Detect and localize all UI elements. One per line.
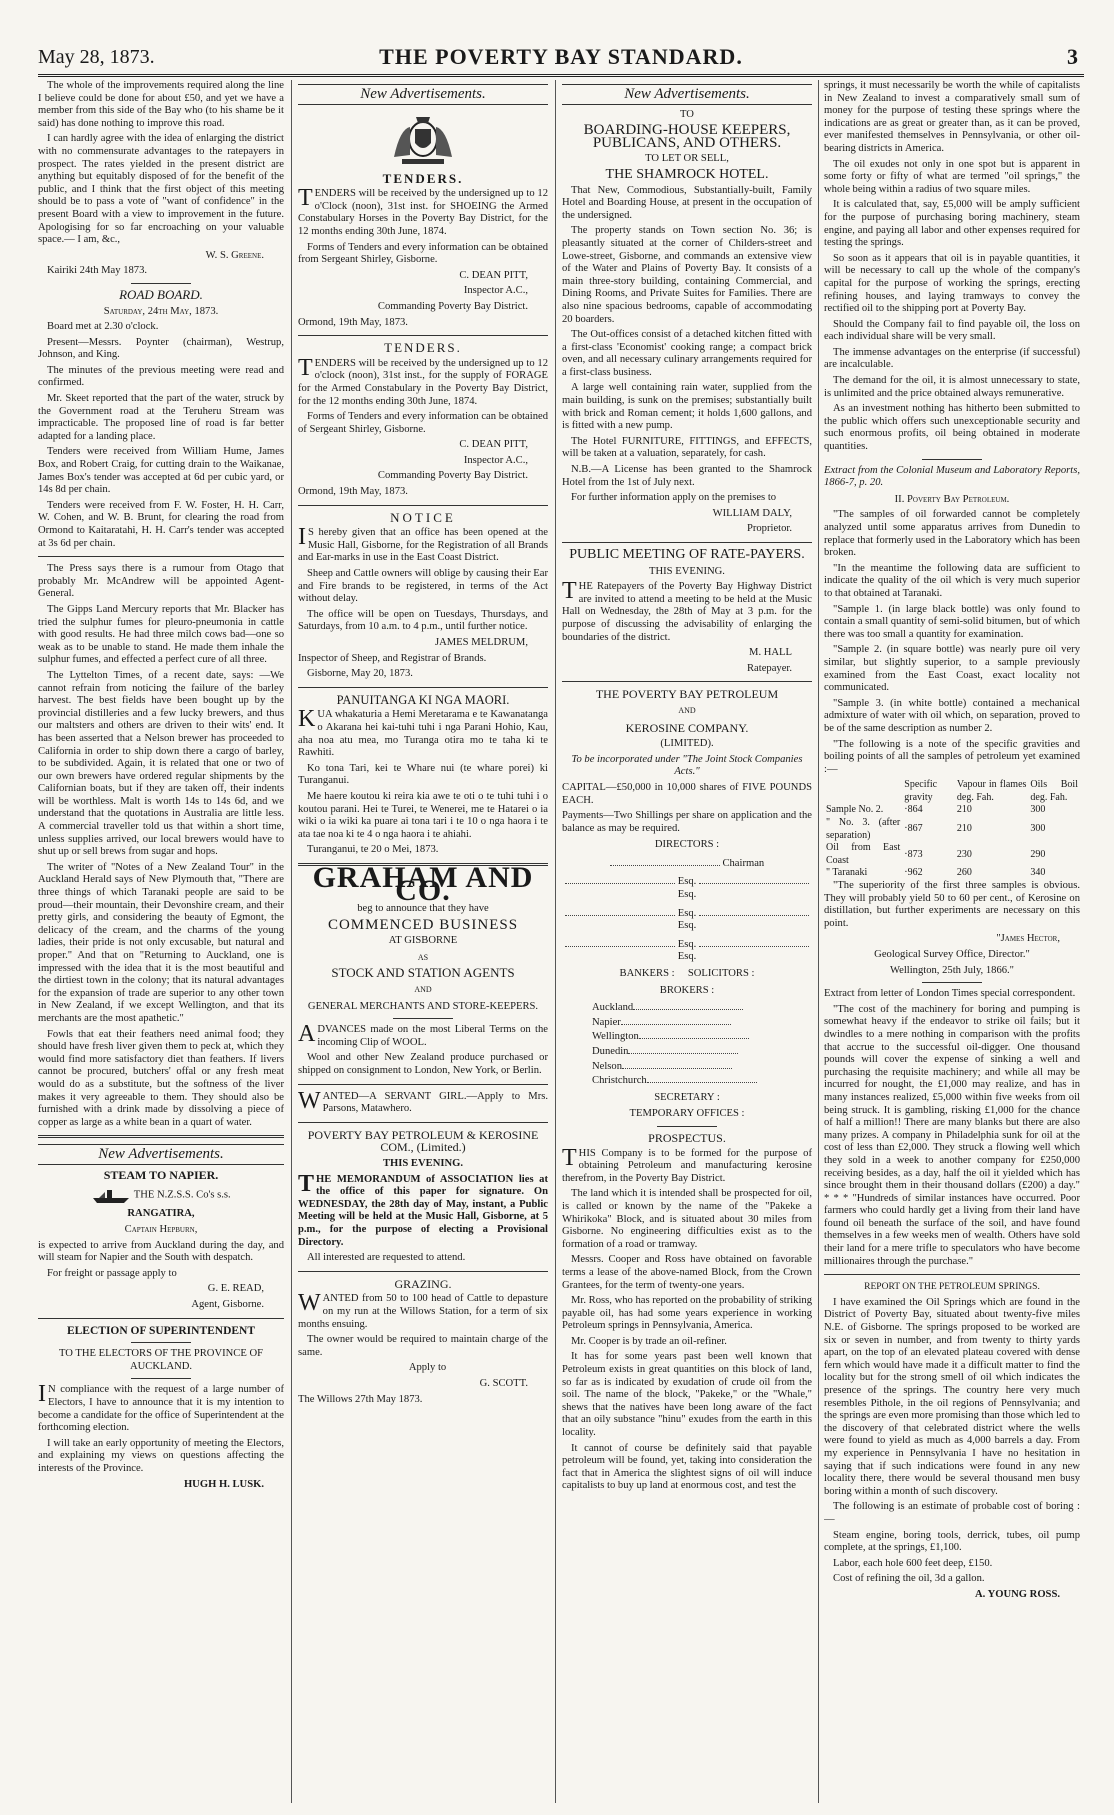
letter-signature: W. S. Greene. — [205, 249, 264, 261]
public-meeting-heading: PUBLIC MEETING OF RATE-PAYERS. — [569, 547, 805, 562]
cost-line: Cost of refining the oil, 3d a gallon. — [833, 1573, 985, 1585]
hotel-paragraph: The Hotel FURNITURE, FITTINGS, and EFFECTS, will be taken at a valuation, separately, for cash. — [562, 435, 812, 460]
graham-advances: ADVANCES made on the most Liberal Terms on the incoming Clip of WOOL. — [298, 1021, 548, 1048]
divider — [298, 687, 548, 688]
divider — [38, 556, 284, 557]
tenders-body: TENDERS will be received by the undersigned up to 12 o'Clock (noon), 31st inst. for SHOEING the Armed Constabulary Horses in the Poverty Bay District, for the 12 months ending 30th June, 1874. — [298, 185, 548, 237]
broker-town-name: Christchurch — [592, 1075, 647, 1087]
election-paragraph: IN compliance with the request of a large number of Electors, I have to announce that it is my intention to become a candidate for the office of Superintendent at the forthcoming election. — [38, 1381, 284, 1434]
grazing-signature: G. SCOTT. — [479, 1377, 528, 1389]
divider — [131, 1342, 191, 1343]
public-meeting-body: THE Ratepayers of the Poverty Bay Highway District are invited to attend a meeting to be held at the Music Hall on Wednesday, the 28th of May at 3 p.m. for the purpose of discussing the advisability of enlarging the boundaries of the district. — [562, 578, 812, 643]
report-paragraph: "In the meantime the following data are sufficient to indicate the quality of the oil which is very much superior to that obtained at Taranaki. — [824, 562, 1080, 599]
table-cell: " Taranaki — [826, 867, 868, 879]
broker-town — [592, 1000, 812, 1015]
prospectus-paragraph: The land which it is intended shall be prospected for oil, is called or known by the name of the "Pakeke a Whirikoka" Block, and is situated about 30 miles from Gisborne. No engineering difficulties exist as to the formation of a road or tramway. — [562, 1188, 812, 1250]
blank-line — [565, 906, 675, 916]
hotel-paragraph: For further information apply on the premises to — [571, 492, 777, 504]
broker-town-name: Wellington — [592, 1031, 639, 1043]
column-divider — [555, 80, 556, 1803]
blank-line — [628, 1044, 738, 1054]
table-cell: 260 — [956, 867, 972, 879]
table-cell: ·873 — [904, 848, 923, 860]
divider — [131, 283, 191, 284]
report-paragraph: "Sample 1. (in large black bottle) was only found to contain a small quantity of semi-solid bitumen, but of which there was too small a quantity for examination. — [824, 603, 1080, 640]
divider — [922, 459, 982, 460]
table-cell: " No. 3. (after separation) — [826, 817, 901, 841]
tenders-signatory: C. DEAN PITT, — [459, 269, 528, 281]
table-row — [824, 817, 1080, 842]
table-cell: Oil from East Coast — [826, 842, 901, 866]
hector-date: Wellington, 25th July, 1866." — [889, 964, 1015, 976]
prospectus-paragraph: THIS Company is to be formed for the purpose of obtaining Petroleum and manufacturing kerosine therefrom, in the Poverty Bay District. — [562, 1144, 812, 1184]
maori-paragraph: Ko tona Tari, kei te Whare nui (te whare porei) ki Turanganui. — [298, 762, 548, 787]
broker-list — [562, 1000, 812, 1088]
divider — [131, 1378, 191, 1379]
page-number: 3 — [1067, 44, 1078, 69]
public-meeting-evening: THIS EVENING. — [649, 565, 725, 577]
to-let-or-sell: TO LET OR SELL, — [645, 153, 729, 165]
tenders-body: TENDERS will be received by the undersigned up to 12 o'clock (noon), 31st inst., for the supply of FORAGE for the Armed Constabulary in the Poverty Bay District, for the 12 months ending 30th June, 1874. — [298, 354, 548, 407]
grazing-apply: Apply to — [408, 1362, 447, 1374]
graham-subheading: beg to announce that they have — [357, 903, 489, 915]
graham-agents: STOCK AND STATION AGENTS — [331, 965, 515, 981]
masthead — [38, 40, 1084, 77]
tenders-date: Ormond, 19th May, 1873. — [298, 316, 408, 328]
esq-label: Esq. — [677, 938, 697, 950]
prospectus-paragraph: The immense advantages on the enterprise (if successful) are incalculable. — [824, 346, 1080, 371]
cost-line: Steam engine, boring tools, derrick, tubes, oil pump complete, at the springs, £1,100. — [824, 1529, 1080, 1554]
blank-line — [565, 874, 675, 884]
cost-line: Labor, each hole 600 feet deep, £150. — [833, 1557, 993, 1569]
prospectus-paragraph: Messrs. Cooper and Ross have obtained on favorable terms a lease of the above-named Block, from the Crown Grantees, for the term of twenty-one years. — [562, 1254, 812, 1291]
times-paragraph: "The cost of the machinery for boring and pumping is somewhat heavy if the endeavor to strike oil fails; but it dwindles to a mere nothing in comparison with the profits that accrue to the successful oil-digger. One thousand pounds will cover the expense of sinking a well and purchasing the requisite machinery; and while all may be incurred for nought, the £1,000 may realize, and has in many instances realized, £5,000 within five weeks from oil being struck. It is gambling, risking £1,000 for the chance of half a million!! There are many blanks but there are also many prizes. A company in Philadelphia sunk for oil at the cost of less than £2,000. They struck a flowing well which they sold in a week to another company for £250,000 receiving besides, as a day, half the oil it yielded which has since brought them in their thousand dollars (£200) a day." * * * "Hundreds of similar instances have occurred. Poor farmers who could hardly get a living from their land have found oil beneath the surface of the soil, and have found themselves in a few weeks men of wealth. Others have sold their land for a mere trifle to speculators who have become millionaires through the purchase." — [824, 1003, 1080, 1267]
solicitors-label: SOLICITORS : — [687, 968, 755, 980]
election-signature: HUGH H. LUSK. — [183, 1478, 264, 1490]
company-and: AND — [678, 705, 696, 715]
esq-label: Esq. — [677, 889, 697, 901]
table-cell: 290 — [1030, 848, 1046, 860]
report-paragraph: "Sample 2. (in square bottle) was nearly pure oil very similar, but slightly superior, to a sample previously examined from the East Coast, exact locality not communicated. — [824, 644, 1080, 694]
chairman-label: Chairman — [722, 857, 765, 869]
company-heading-2: KEROSINE COMPANY. — [625, 720, 749, 735]
prospectus-paragraph: It cannot of course be definitely said that payable petroleum will be found, yet, taking into consideration the fact that in America the slightest signs of oil will induce capitalists to buy up land at enormous cost, and test the — [562, 1442, 812, 1492]
road-board-report — [38, 321, 284, 550]
ross-signature: A. YOUNG ROSS. — [975, 1588, 1060, 1600]
divider — [298, 1271, 548, 1272]
prospectus-paragraph: It is calculated that, say, £5,000 will be amply sufficient for the purpose of purchasing boring machinery, steam engine, and paying all labor and other expenses required for testing the springs. — [824, 199, 1080, 249]
report-paragraph: The following is an estimate of probable cost of boring :— — [824, 1501, 1080, 1525]
table-body — [824, 804, 1080, 880]
petroleum-meeting-body: THE MEMORANDUM of ASSOCIATION lies at the office of this paper for signature. On WEDNESDAY, the 28th day of May, instant, a Public Meeting will be held at the Music Hall, Gisborne, at 5 p.m., for the purpose of electing a Provisional Directory. — [298, 1170, 548, 1248]
divider — [298, 505, 548, 506]
directors-label: DIRECTORS : — [654, 839, 720, 851]
maori-paragraph: KUA whakaturia a Hemi Meretarama e te Kawanatanga o Akarana hei kai-tuhi tuhi i nga Parani Hohio, Kau, aha noa atu mea, mo Turanga otira mo te taha ki te Rawhiti. — [298, 706, 548, 759]
table-row — [824, 804, 1080, 817]
tenders-signatory-command: Commanding Poverty Bay District. — [377, 300, 528, 312]
esq-label: Esq. — [677, 920, 697, 932]
graham-at: AT GISBORNE — [388, 935, 458, 947]
extract-heading: Extract from the Colonial Museum and Laboratory Reports, 1866-7, p. 20. — [824, 464, 1080, 489]
report-paragraph: "The superiority of the first three samples is obvious. They will probably yield 50 to 60 per cent., of Kerosine on distillation, but further experiments are necessary on this point. — [824, 880, 1080, 929]
hotel-proprietor: WILLIAM DALY, — [712, 507, 792, 519]
news-paragraph: Fowls that eat their feathers need animal food; they should have fresh liver given them to peck at, which they would find more satisfactory diet than feathers. If livers cannot be procured, butchers' offal or any fresh meat would do as a substitute, but the softness of the liver makes it very agreeable to them. They should also be furnished with a drink made by dissolving a piece of copper as large as a white bean in a quart of water. — [38, 1028, 284, 1128]
blank-line — [647, 1073, 757, 1083]
esq-label: Esq. — [677, 951, 697, 963]
royal-crest-icon — [388, 109, 458, 169]
notice-signatory-title: Inspector of Sheep, and Registrar of Brands. — [298, 652, 487, 664]
hotel-paragraph: A large well containing rain water, supplied from the main building, is sunk on the premises; substantially built with brick and Roman cement; it holds 1,600 gallons, and is fitted with a new pump. — [562, 382, 812, 432]
gravity-table — [824, 779, 1080, 880]
report-heading: REPORT ON THE PETROLEUM SPRINGS. — [864, 1282, 1040, 1293]
road-board-paragraph: Board met at 2.30 o'clock. — [47, 321, 159, 333]
esq-line — [562, 874, 812, 901]
hotel-paragraph: The Out-offices consist of a detached kitchen fitted with a first-class 'Economist' cooking range; a compact brick oven, and all necessary culinary arrangements required for a first-class business. — [562, 329, 812, 378]
road-board-paragraph: Tenders were received from William Hume, James Box, and Robert Craig, for cutting drain to the Waikanae, James Box's tender was accepted at 6d per cubic yard, or 14s 8d per chain. — [38, 446, 284, 496]
steam-freight: For freight or passage apply to — [47, 1267, 177, 1279]
blank-line — [610, 856, 720, 866]
letter-paragraph: The whole of the improvements required along the line I believe could be done for about £50, and yet we have a member from this side of the Bay who (to his shame be it said) has done nothing to improve this road. — [38, 80, 284, 129]
news-paragraph: The Lyttelton Times, of a recent date, says: —We cannot refrain from noticing the failure of the barley harvest. The best fields have been bought up by the provincial distilleries and a few lucky brewers, and thus our maltsters and others are driven to their wits' end. It has been asserted that a Nelson brewer has proceeded to California in order to ship down there a cargo of barley, to be subdivided. Again, it is related that one or two of our own brewers have ordered regular shipments by the Californian boats, but if they are taken off, their indents will be worthless. Malt is worth 14s to 14s 6d, and we understand that the quotations in Australia are little less. A commercial traveller told us that within a short time, unless supplies arrived, our local brewers would have to shut up or sell brews from sugar and hops. — [38, 669, 284, 858]
table-row — [824, 842, 1080, 867]
news-paragraph: The Gipps Land Mercury reports that Mr. Blacker has tried the sulphur fumes for pleuro-pneumonia in cattle with good results. He had three milch cows bad—one so weak as to be unable to stand. He made them inhale the sulphur fumes, and effected a perfect cure of all three. — [38, 603, 284, 666]
captain-name: Captain Hepburn, — [124, 1224, 198, 1236]
notice-paragraph: IS hereby given that an office has been opened at the Music Hall, Gisborne, for the Registration of all Brands and Ear-marks in use in the East Coast District. — [298, 524, 548, 564]
table-cell: ·864 — [904, 804, 923, 816]
table-cell: 300 — [1030, 804, 1046, 816]
prospectus-paragraph: It has for some years past been well known that Petroleum exists in great quantities on this block of land, so far as is indicated by exudation of crude oil from the soil. The name of the block, "Pakeke," or the "Whale," shews that the natives have been long aware of the fact that an oily substance "hinu" exudes from the earth in this locality. — [562, 1351, 812, 1439]
broker-town-name: Nelson — [592, 1060, 623, 1072]
notice-heading: NOTICE — [390, 509, 456, 525]
public-meeting-signature: M. HALL — [749, 647, 792, 659]
news-paragraph: The Press says there is a rumour from Otago that probably Mr. McAndrew will be appointed Agent-General. — [38, 563, 284, 600]
blank-line — [699, 874, 809, 884]
bankers-label: BANKERS : — [619, 968, 675, 980]
grazing-heading: GRAZING. — [394, 1276, 452, 1291]
table-cell: 340 — [1030, 867, 1046, 879]
company-payments: Payments—Two Shillings per share on application and the balance as may be required. — [562, 810, 812, 834]
table-row — [824, 867, 1080, 880]
road-board-heading: ROAD BOARD. — [119, 286, 203, 302]
tenders-forms: Forms of Tenders and every information can be obtained from Sergeant Shirley, Gisborne. — [298, 241, 548, 266]
report-paragraph: "Sample 3. (in white bottle) contained a mechanical admixture of water with oil which, on separation, proved to be of the same description as number 2. — [824, 697, 1080, 734]
report-paragraph: "The samples of oil forwarded cannot be completely analyzed until some apparatus arrives from Dunedin to replace that formerly used in the Laboratory which has been broken. — [824, 509, 1080, 559]
grazing-date: The Willows 27th May 1873. — [298, 1393, 423, 1405]
blank-line — [622, 1059, 732, 1069]
maori-paragraph: Me haere koutou ki reira kia awe te oti o te tuhi tuhi i o koutou parani. Hei te Turei, te Wenerei, me te Hatarei o ia wiki o ia wiki ka puare ai tona tari i te 10 o nga haora i te ata tae noa ki te 4 o nga haora i te ahiahi. — [298, 790, 548, 840]
table-header-cell — [824, 779, 902, 804]
table-header — [824, 779, 1080, 804]
secretary-label: SECRETARY : — [654, 1091, 720, 1103]
news-paragraph: The writer of "Notes of a New Zealand Tour" in the Auckland Herald says of New Plymouth that, "There are three things of which Taranaki people are said to be proud—their mountain, their Devonshire cream, and their pretty girls, and considering the beauty of Egmont, the delicacy of the cream, and the charms of the young ladies, their pride is not only excusable, but natural and proper." And that on "Returning to Auckland, one is impressed with the idea that it is the most beautiful and the dirtiest town in the colony; that its natural advantages for the expansion of trade are superior to any other town in New Zealand, if we except Wellington, and that its merchants are the most apathetic." — [38, 861, 284, 1024]
road-board-paragraph: Tenders were received from F. W. Foster, H. H. Carr, W. Cohen, and W. B. Brunt, for clearing the road from Ormond to Kaitaratahi, H. H. Carr's tender was accepted at 3s 6d per chain. — [38, 499, 284, 549]
graham-merchants: GENERAL MERCHANTS AND STORE-KEEPERS. — [307, 1000, 539, 1012]
steam-body: is expected to arrive from Auckland during the day, and will steam for Napier and the South with despatch. — [38, 1239, 284, 1264]
broker-town — [592, 1073, 812, 1088]
prospectus-paragraph: Mr. Ross, who has reported on the probability of striking payable oil, has had some years experience in working Petroleum springs in Pennsylvania, America. — [562, 1295, 812, 1332]
divider — [657, 1126, 717, 1127]
prospectus-paragraph: So soon as it appears that oil is in payable quantities, it will be necessary to call up the whole of the company's capital for the purpose of working the springs, erecting refining houses, and laying tramways to convey the rectified oil to the shipping port at Poverty Bay. — [824, 252, 1080, 315]
divider — [824, 1274, 1080, 1275]
report-paragraph: I have examined the Oil Springs which are found in the District of Poverty Bay, situated about twenty-five miles N.E. of Gisborne. The springs proposed to be worked are six or seven in number, and from twenty to thirty yards apart, on the top of an elevated plateau covered with dense fern which would have made it a difficult matter to find the locality but for the strong smell of oil which indicates the presence of the springs. The country here very much resembles Pithole, in the oil regions of Pennsylvania; and the springs are even more promising than those which led to the discovery of that celebrated district where the wells were found to yield as much as 4,000 barrels a day. From my experience in Pennsylvania I have no hesitation in saying that if such indications were found in any new locality there, there would be several thousand men busy boring within a month of such discovery. — [824, 1296, 1080, 1497]
table-cell: 210 — [956, 804, 972, 816]
blank-line — [633, 1000, 743, 1010]
tenders-date: Ormond, 19th May, 1873. — [298, 486, 408, 498]
bankers-solicitors-line — [562, 968, 812, 981]
road-board-paragraph: Mr. Skeet reported that the part of the water, struck by the Government road at the Teruheru Stream was impracticable. The proposed line of road is far better adapted for a landing place. — [38, 393, 284, 442]
steam-agent-title: Agent, Gisborne. — [191, 1299, 264, 1311]
steamship-icon — [91, 1186, 131, 1204]
hotel-proprietor-title: Proprietor. — [746, 523, 792, 535]
hotel-details — [562, 185, 812, 505]
table-header-cell: Vapour in flames deg. Fah. — [956, 779, 1027, 803]
broker-town — [592, 1059, 812, 1074]
blank-line — [639, 1029, 749, 1039]
chairman-line — [562, 856, 812, 871]
company-heading: THE POVERTY BAY PETROLEUM — [595, 687, 779, 702]
steam-company — [38, 1186, 284, 1204]
road-board-date: Saturday, 24th May, 1873. — [103, 305, 219, 317]
steam-heading: STEAM TO NAPIER. — [103, 1167, 219, 1182]
shamrock-hotel-heading: THE SHAMROCK HOTEL. — [605, 166, 769, 182]
road-board-paragraph: Present—Messrs. Poynter (chairman), Westrup, Johnson, and King. — [38, 336, 284, 361]
election-heading: ELECTION OF SUPERINTENDENT — [66, 1324, 256, 1337]
prospectus-paragraph: springs, it must necessarily be worth the while of capitalists in New Zealand to invest a comparatively small sum of money for the purpose of testing these springs where the indications are as great or greater than, as it can be proved, ever manifested themselves in Pennsylvania, or other oil-bearing districts in America. — [824, 80, 1080, 154]
table-header-cell: Specific gravity — [904, 779, 938, 803]
prospectus-paragraph: Mr. Cooper is by trade an oil-refiner. — [571, 1335, 727, 1347]
table-cell: 300 — [1030, 823, 1046, 835]
report-paragraph: "The following is a note of the specific gravities and boiling points of all the samples of petroleum yet examined :— — [824, 738, 1080, 775]
divider — [38, 1318, 284, 1319]
road-board-paragraph: The minutes of the previous meeting were read and confirmed. — [38, 364, 284, 389]
company-incorporation: To be incorporated under "The Joint Stock Companies Acts." — [571, 753, 803, 778]
divider — [298, 335, 548, 336]
new-advertisements-heading: New Advertisements. — [38, 1144, 284, 1165]
petroleum-meeting-heading: POVERTY BAY PETROLEUM & KEROSINE COM., (Limited.) — [307, 1127, 539, 1155]
esq-line — [562, 937, 812, 964]
graham-as: AS — [417, 952, 429, 962]
newspaper-title: THE POVERTY BAY STANDARD. — [379, 44, 743, 69]
blank-line — [699, 906, 809, 916]
broker-town-name: Auckland — [592, 1002, 634, 1014]
letter-paragraph: I can hardly agree with the idea of enlarging the district with no commensurate advantages to the ratepayers in prospect. The rates yielded in the present district are anything but equitably disposed of for the benefit of the public, and I think that the first object of this meeting should be to pass a vote of "want of confidence" in the present Board with a view to improvement in the future. Apologising for so far encroaching on your valuable space.— I am, &c., — [38, 133, 284, 246]
tenders-forms: Forms of Tenders and every information can be obtained of Sergeant Shirley, Gisborne. — [298, 411, 548, 435]
notice-paragraph: Sheep and Cattle owners will oblige by causing their Ear and Fire brands to be registered, in terms of the Act without delay. — [298, 568, 548, 605]
steam-line: THE N.Z.S.S. Co's s.s. — [133, 1188, 231, 1200]
prospectus-paragraph: The oil exudes not only in one spot but is apparent in some forty or fifty of what are termed "oil springs," the whole being within a radius of two square miles. — [824, 158, 1080, 195]
table-cell: ·962 — [904, 867, 923, 879]
broker-town — [592, 1015, 812, 1030]
column-1 — [38, 80, 284, 1803]
tenders-heading: TENDERS. — [382, 170, 464, 186]
company-limited: (LIMITED). — [660, 738, 714, 750]
divider — [38, 1135, 284, 1138]
letter-place: Kairiki 24th May 1873. — [47, 265, 148, 277]
news-items — [38, 563, 284, 1129]
column-divider — [818, 80, 819, 1803]
divider — [562, 681, 812, 682]
blank-line — [621, 1015, 731, 1025]
section-heading: II. Poverty Bay Petroleum. — [894, 493, 1010, 505]
table-cell: 230 — [956, 848, 972, 860]
tenders-heading: TENDERS. — [384, 340, 462, 356]
prospectus-paragraph: Should the Company fail to find payable oil, the loss on each individual share will be very small. — [824, 318, 1080, 343]
petroleum-meeting-attend: All interested are requested to attend. — [307, 1252, 466, 1264]
temporary-offices-label: TEMPORARY OFFICES : — [629, 1108, 745, 1120]
notice-date: Gisborne, May 20, 1873. — [307, 668, 413, 680]
maori-date: Turanganui, te 20 o Mei, 1873. — [307, 844, 439, 856]
company-capital: CAPITAL—£50,000 in 10,000 shares of FIVE POUNDS EACH. — [562, 781, 812, 806]
ship-name: RANGATIRA, — [127, 1207, 195, 1219]
notice-signatory: JAMES MELDRUM, — [434, 637, 528, 648]
graham-heading: GRAHAM AND CO. — [312, 860, 534, 907]
petroleum-meeting-evening: THIS EVENING. — [382, 1158, 464, 1169]
hector-office: Geological Survey Office, Director." — [874, 949, 1030, 960]
new-advertisements-heading: New Advertisements. — [298, 84, 548, 105]
esq-label: Esq. — [677, 876, 697, 888]
prospectus-paragraph: As an investment nothing has hitherto been submitted to the public which offers such unexceptionable security and such enormous profits, oil being obtained in moderate quantities. — [824, 403, 1080, 453]
grazing-body: WANTED from 50 to 100 head of Cattle to depasture on my run at the Willows Station, for a term of six months ensuing. — [298, 1290, 548, 1330]
esq-line — [562, 906, 812, 933]
broker-town-name: Dunedin — [592, 1046, 629, 1057]
maori-notice-heading: PANUITANGA KI NGA MAORI. — [336, 692, 510, 707]
tenders-signatory: C. DEAN PITT, — [459, 439, 528, 451]
column-4 — [824, 80, 1080, 1803]
tenders-signatory-title: Inspector A.C., — [463, 285, 528, 297]
table-cell: Sample No. 2. — [826, 804, 884, 816]
tenders-signatory-command: Commanding Poverty Bay District. — [377, 470, 528, 482]
broker-town — [592, 1029, 812, 1044]
election-subheading: TO THE ELECTORS OF THE PROVINCE OF AUCKLAND. — [58, 1348, 264, 1372]
prospectus-paragraph: The demand for the oil, it is almost unnecessary to state, is unlimited and the price obtained always remunerative. — [824, 375, 1080, 399]
to-label: TO — [680, 108, 694, 120]
table-cell: ·867 — [904, 823, 923, 835]
column-3 — [562, 80, 812, 1803]
graham-commenced: COMMENCED BUSINESS — [327, 916, 519, 933]
boarding-house-heading: BOARDING-HOUSE KEEPERS, PUBLICANS, AND OTHERS. — [583, 122, 791, 151]
divider — [298, 1122, 548, 1123]
steam-agent: G. E. READ, — [207, 1283, 264, 1295]
election-paragraph: I will take an early opportunity of meeting the Electors, and explaining my views on questions affecting the interests of the Province. — [38, 1437, 284, 1474]
divider — [298, 1084, 548, 1085]
hotel-paragraph: N.B.—A License has been granted to the Shamrock Hotel from the 1st of July next. — [562, 464, 812, 488]
divider — [562, 542, 812, 543]
extract-heading: Extract from letter of London Times special correspondent. — [824, 988, 1076, 1000]
notice-paragraph: The office will be open on Tuesdays, Thursdays, and Saturdays, from 10 a.m. to 4 p.m., until further notice. — [298, 608, 548, 633]
issue-date: May 28, 1873. — [38, 46, 155, 68]
hector-signature: "James Hector, — [996, 933, 1060, 945]
tenders-signatory-title: Inspector A.C., — [463, 454, 528, 466]
divider — [922, 982, 982, 983]
brokers-label: BROKERS : — [659, 984, 715, 996]
divider — [393, 1018, 453, 1019]
wanted-servant: WANTED—A SERVANT GIRL.—Apply to Mrs. Parsons, Matawhero. — [298, 1087, 548, 1115]
broker-town-name: Napier — [592, 1016, 621, 1028]
public-meeting-role: Ratepayer. — [746, 662, 792, 674]
hotel-paragraph: The property stands on Town section No. 36; is pleasantly situated at the corner of Childers-street and Lowe-street, Gisborne, and commands an extensive view of the Water and Plains of Poverty Bay. It consists of a main three-story building, containing Commercial, and Dining Rooms, and Private Suites for Families. There are also nine spacious bedrooms, capable of accommodating 20 boarders. — [562, 225, 812, 325]
esq-label: Esq. — [677, 907, 697, 919]
prospectus-heading: PROSPECTUS. — [648, 1130, 726, 1145]
grazing-owner: The owner would be required to maintain charge of the same. — [298, 1334, 548, 1358]
graham-and: AND — [414, 985, 432, 995]
table-cell: 210 — [956, 823, 972, 835]
table-header-cell: Oils Boil deg. Fah. — [1030, 779, 1078, 803]
broker-town — [592, 1044, 812, 1059]
hotel-paragraph: That New, Commodious, Substantially-built, Family Hotel and Boarding House, at present in the occupation of the undersigned. — [562, 184, 812, 221]
blank-line — [565, 937, 675, 947]
column-divider — [291, 80, 292, 1803]
blank-line — [699, 937, 809, 947]
graham-wool: Wool and other New Zealand produce purchased or shipped on consignment to London, New York, or Berlin. — [298, 1052, 548, 1077]
new-advertisements-heading: New Advertisements. — [562, 84, 812, 105]
column-2 — [298, 80, 548, 1803]
